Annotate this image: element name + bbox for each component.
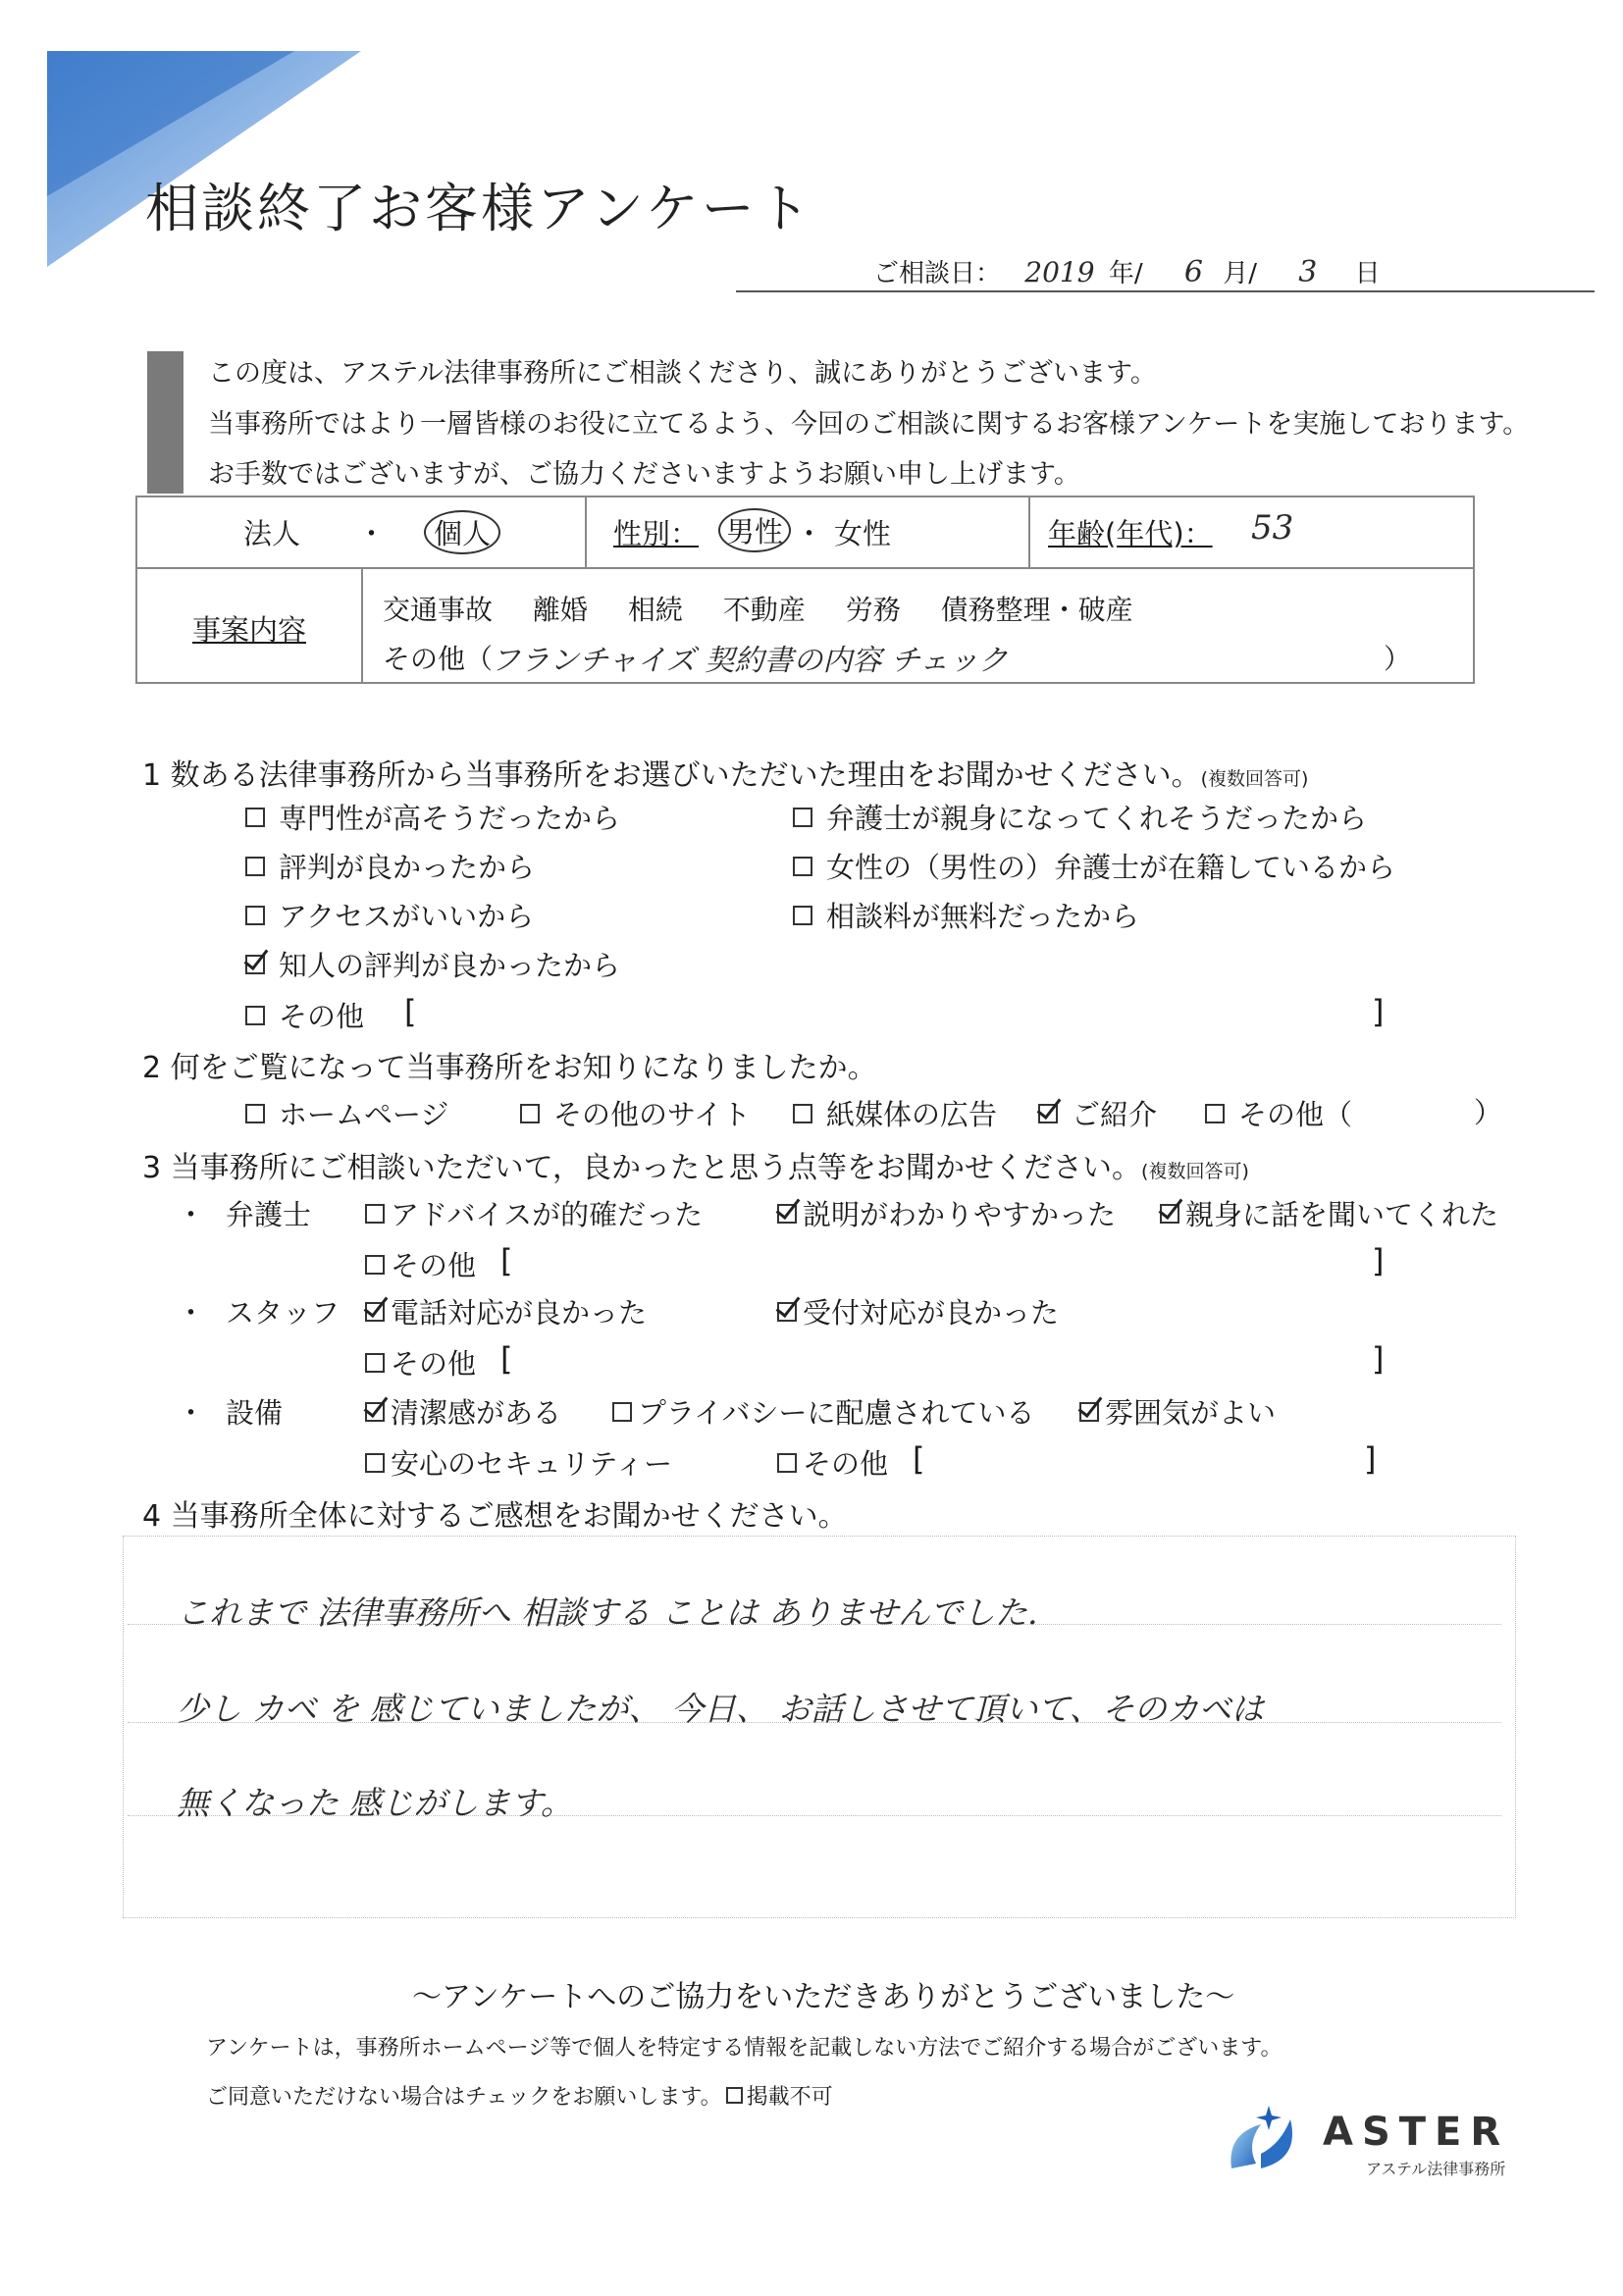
male-label: 男性 (726, 515, 784, 548)
q1-option-expertise[interactable] (245, 797, 620, 837)
option-label: 弁護士が親身になってくれそうだったから (826, 802, 1368, 835)
q1-note: (複数回答可) (1200, 768, 1309, 790)
checkbox[interactable] (365, 1302, 385, 1322)
checkbox[interactable] (245, 906, 265, 925)
checkbox[interactable] (793, 1104, 812, 1123)
option-label: 清潔感がある (391, 1396, 562, 1430)
case-label: 事案内容 (192, 613, 307, 647)
q3-facility-atmosphere[interactable] (1079, 1391, 1276, 1432)
q2-option-homepage[interactable] (245, 1093, 448, 1133)
option-label: その他のサイト (553, 1098, 751, 1131)
footer-note-1: アンケートは，事務所ホームページ等で個人を特定する情報を記載しない方法でご紹介する場合がございます。 (206, 2036, 1283, 2061)
corp-label: 法人 (243, 517, 301, 550)
q3-lawyer-bracket-close: ] (1372, 1242, 1385, 1279)
case-option-labor[interactable]: 労務 (845, 594, 901, 626)
option-label: 知人の評判が良かったから (279, 949, 621, 982)
date-day: 3 (1298, 255, 1318, 289)
checkbox[interactable] (612, 1402, 632, 1422)
q3-staff-bracket-close: ] (1372, 1340, 1385, 1378)
case-option-traffic[interactable]: 交通事故 (383, 594, 494, 626)
footer-note-2 (206, 2080, 833, 2111)
q2-option-other-site[interactable] (520, 1093, 751, 1133)
option-label: その他 (279, 1000, 365, 1033)
date-day-unit: 日 (1354, 259, 1381, 288)
q3-staff-label: スタッフ (226, 1296, 340, 1330)
thanks-message: 〜アンケートへのご協力をいただきありがとうございました〜 (412, 1980, 1235, 2014)
q2-option-other[interactable] (1205, 1093, 1352, 1133)
q2-close-paren: ） (1474, 1096, 1503, 1129)
intro-line-3: お手数ではございますが、ご協力くださいますようお願い申し上げます。 (208, 459, 1080, 490)
checkbox[interactable] (365, 1453, 385, 1473)
q3-bullet-lawyer: ・ (177, 1198, 206, 1231)
checkbox[interactable] (793, 808, 812, 827)
footer-note-2-text: ご同意いただけない場合はチェックをお願いします。 (206, 2085, 722, 2110)
option-label: アドバイスが的確だった (391, 1198, 704, 1231)
comment-line-3: 無くなった 感じがします。 (177, 1784, 573, 1822)
q3-lawyer-advice[interactable] (365, 1193, 703, 1233)
date-month-unit: 月/ (1223, 259, 1257, 288)
q3-facility-bracket-open: [ (913, 1440, 925, 1478)
option-label: 女性の（男性の）弁護士が在籍しているから (826, 851, 1396, 884)
q3-lawyer-bracket-open: [ (500, 1242, 513, 1279)
no-publish-checkbox[interactable] (726, 2087, 743, 2104)
individual-option[interactable] (424, 510, 500, 554)
intro-line-2: 当事務所ではより一層皆様のお役に立てるよう、今回のご相談に関するお客様アンケートを実施しております。 (208, 409, 1530, 440)
checkbox[interactable] (1079, 1402, 1099, 1422)
q1-option-other[interactable] (245, 995, 364, 1035)
option-label: 親身に話を聞いてくれた (1185, 1198, 1499, 1231)
q3-facility-bracket-close: ] (1364, 1440, 1377, 1478)
table-col-divider-3 (361, 567, 363, 684)
intro-bar (147, 351, 183, 494)
no-publish-label: 掲載不可 (746, 2085, 833, 2110)
case-option-debt[interactable]: 債務整理・破産 (940, 594, 1133, 626)
q1-option-acquaintance[interactable] (245, 944, 620, 984)
checkbox[interactable] (520, 1104, 540, 1123)
checkbox[interactable] (1205, 1104, 1225, 1123)
case-other-label: その他（ (383, 643, 494, 675)
profile-dot-1: ・ (357, 517, 387, 550)
case-option-realestate[interactable]: 不動産 (722, 594, 806, 626)
q1-bracket-close: ] (1372, 993, 1385, 1030)
age-value: 53 (1251, 508, 1294, 548)
q1-option-reputation[interactable] (245, 846, 535, 886)
case-other-close: ） (1384, 643, 1412, 675)
date-month: 6 (1183, 255, 1203, 289)
option-label: その他（ (1238, 1098, 1353, 1131)
case-option-inheritance[interactable]: 相続 (627, 594, 683, 626)
checkbox[interactable] (245, 1006, 265, 1025)
q3-facility-label: 設備 (226, 1396, 284, 1430)
q3-title-text: 3 当事務所にご相談いただいて，良かったと思う点等をお聞かせください。 (142, 1151, 1142, 1185)
q3-staff-bracket-open: [ (500, 1340, 513, 1378)
q3-staff-other[interactable] (365, 1342, 476, 1383)
checkbox[interactable] (1038, 1104, 1058, 1123)
logo-subtitle: アステル法律事務所 (1366, 2160, 1506, 2178)
checkbox[interactable] (245, 955, 265, 974)
q3-lawyer-explanation[interactable] (777, 1193, 1116, 1233)
male-option[interactable] (718, 508, 791, 552)
q3-lawyer-listened[interactable] (1160, 1193, 1498, 1233)
checkbox[interactable] (365, 1353, 385, 1373)
checkbox[interactable] (777, 1204, 797, 1224)
q3-lawyer-label: 弁護士 (226, 1198, 312, 1231)
date-year-unit: 年/ (1108, 259, 1143, 288)
q3-staff-phone[interactable] (365, 1291, 647, 1331)
q3-facility-security[interactable] (365, 1442, 672, 1483)
option-label: 雰囲気がよい (1105, 1396, 1277, 1430)
option-label: 安心のセキュリティー (391, 1447, 673, 1481)
checkbox[interactable] (245, 808, 265, 827)
q3-bullet-facility: ・ (177, 1396, 206, 1430)
q1-title-text: 1 数ある法律事務所から当事務所をお選びいただいた理由をお聞かせください。 (142, 758, 1201, 793)
date-label: ご相談日： (873, 259, 1002, 288)
aster-logo-icon (1222, 2100, 1310, 2178)
q1-option-gender-lawyer[interactable] (793, 846, 1395, 886)
q1-option-caring[interactable] (793, 797, 1367, 837)
q3-bullet-staff: ・ (177, 1296, 206, 1330)
date-underline (736, 290, 1595, 292)
q3-facility-clean[interactable] (365, 1391, 561, 1432)
date-year: 2019 (1024, 256, 1095, 288)
checkbox[interactable] (245, 857, 265, 876)
gender-label: 性別： (613, 517, 700, 550)
checkbox[interactable] (245, 1104, 265, 1123)
option-label: その他 (391, 1249, 477, 1282)
q2-title: 2 何をご覧になって当事務所をお知りになりましたか。 (142, 1051, 877, 1085)
option-label: 電話対応が良かった (391, 1296, 648, 1330)
option-label: ホームページ (279, 1098, 449, 1131)
female-label: 女性 (834, 517, 892, 550)
option-label: 受付対応が良かった (803, 1296, 1060, 1330)
option-label: その他 (803, 1447, 889, 1481)
q3-note: (複数回答可) (1141, 1161, 1249, 1182)
logo-name: ASTER (1323, 2110, 1510, 2155)
option-label: アクセスがいいから (279, 900, 535, 933)
option-label: 評判が良かったから (279, 851, 536, 884)
page-title: 相談終了お客様アンケート (145, 178, 813, 239)
q2-option-paper-ad[interactable] (793, 1093, 997, 1133)
option-label: 相談料が無料だったから (826, 900, 1140, 933)
option-label: 専門性が高そうだったから (279, 802, 621, 835)
case-other-value[interactable]: フランチャイズ 契約書の内容 チェック (491, 644, 1008, 678)
checkbox[interactable] (365, 1204, 385, 1224)
checkbox[interactable] (777, 1453, 797, 1473)
option-label: その他 (391, 1347, 477, 1381)
q1-title (142, 751, 1308, 794)
checkbox[interactable] (365, 1255, 385, 1275)
checkbox[interactable] (365, 1402, 385, 1422)
option-label: プライバシーに配慮されている (638, 1396, 1035, 1430)
q1-option-free-consult[interactable] (793, 895, 1139, 935)
checkbox[interactable] (777, 1302, 797, 1322)
comment-line-2: 少し カベ を 感じていましたが、 今日、 お話しさせて頂いて、そのカベは (177, 1690, 1264, 1728)
q3-facility-other[interactable] (777, 1442, 888, 1483)
checkbox[interactable] (793, 857, 812, 876)
q3-lawyer-other[interactable] (365, 1244, 476, 1284)
checkbox[interactable] (793, 906, 812, 925)
consult-date (873, 253, 1381, 289)
q3-facility-privacy[interactable] (612, 1391, 1035, 1432)
option-label: 紙媒体の広告 (826, 1098, 998, 1131)
case-options (383, 589, 1133, 628)
q4-title: 4 当事務所全体に対するご感想をお聞かせください。 (142, 1499, 848, 1534)
option-label: ご紹介 (1072, 1098, 1158, 1131)
q3-title (142, 1143, 1249, 1186)
profile-dot-2: ・ (795, 517, 824, 550)
intro-line-1: この度は、アステル法律事務所にご相談くださり、誠にありがとうございます。 (208, 358, 1157, 389)
table-row-divider (137, 567, 1473, 569)
q1-option-access[interactable] (245, 895, 534, 935)
q2-option-referral[interactable] (1038, 1093, 1157, 1133)
age-label: 年齢(年代)： (1048, 517, 1213, 550)
table-col-divider-1 (585, 497, 587, 567)
q3-staff-reception[interactable] (777, 1291, 1059, 1331)
q1-bracket-open: [ (404, 993, 417, 1030)
comment-line-1: これまで 法律事務所へ 相談する ことは ありませんでした. (177, 1593, 1038, 1632)
individual-label: 個人 (434, 517, 492, 550)
case-option-divorce[interactable]: 離婚 (532, 594, 588, 626)
option-label: 説明がわかりやすかった (803, 1198, 1117, 1231)
table-col-divider-2 (1028, 497, 1030, 567)
checkbox[interactable] (1160, 1204, 1179, 1224)
